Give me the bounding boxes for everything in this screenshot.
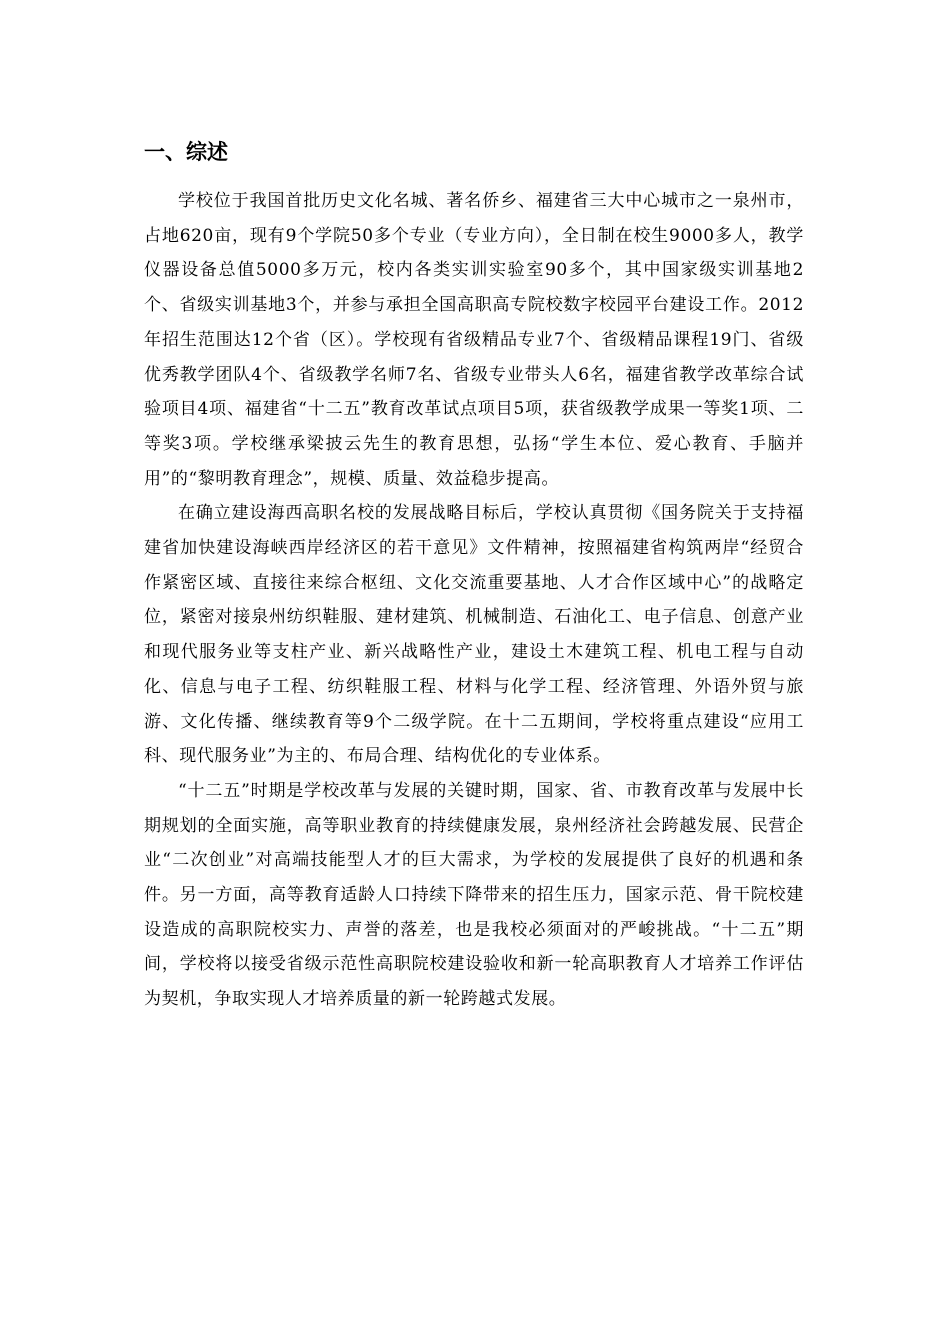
paragraph-overview: 学校位于我国首批历史文化名城、著名侨乡、福建省三大中心城市之一泉州市，占地620亩，现有9个学院50多个专业（专业方向），全日制在校生9000多人，教学仪器设备总值5000多万元，校内各类实训实验室90多个，其中国家级实训基地2个、省级实训基地3个，并参与承担全国高职高专院校数字校园平台建设工作。2012年招生范围达12个省（区）。学校现有省级精品专业7个、省级精品课程19门、省级优秀教学团队4个、省级教学名师7名、省级专业带头人6名，福建省教学改革综合试验项目4项、福建省“十二五”教育改革试点项目5项，获省级教学成果一等奖1项、二等奖3项。学校继承梁披云先生的教育思想，弘扬“学生本位、爱心教育、手脑并用”的“黎明教育理念”，规模、质量、效益稳步提高。 <box>144 191 804 489</box>
section-heading: 一、综述 <box>144 140 228 164</box>
section-body <box>144 184 804 1017</box>
paragraph-opportunities: “十二五”时期是学校改革与发展的关键时期，国家、省、市教育改革与发展中长期规划的全面实施，高等职业教育的持续健康发展，泉州经济社会跨越发展、民营企业“二次创业”对高端技能型人才的巨大需求，为学校的发展提供了良好的机遇和条件。另一方面，高等教育适龄人口持续下降带来的招生压力，国家示范、骨干院校建设造成的高职院校实力、声誉的落差，也是我校必须面对的严峻挑战。“十二五”期间，学校将以接受省级示范性高职院校建设验收和新一轮高职教育人才培养工作评估为契机，争取实现人才培养质量的新一轮跨越式发展。 <box>144 780 804 1010</box>
paragraph-strategy: 在确立建设海西高职名校的发展战略目标后，学校认真贯彻《国务院关于支持福建省加快建设海峡西岸经济区的若干意见》文件精神，按照福建省构筑两岸“经贸合作紧密区域、直接往来综合枢纽、文化交流重要基地、人才合作区域中心”的战略定位，紧密对接泉州纺织鞋服、建材建筑、机械制造、石油化工、电子信息、创意产业和现代服务业等支柱产业、新兴战略性产业，建设土木建筑工程、机电工程与自动化、信息与电子工程、纺织鞋服工程、材料与化学工程、经济管理、外语外贸与旅游、文化传播、继续教育等9个二级学院。在十二五期间，学校将重点建设“应用工科、现代服务业”为主的、布局合理、结构优化的专业体系。 <box>144 503 804 767</box>
